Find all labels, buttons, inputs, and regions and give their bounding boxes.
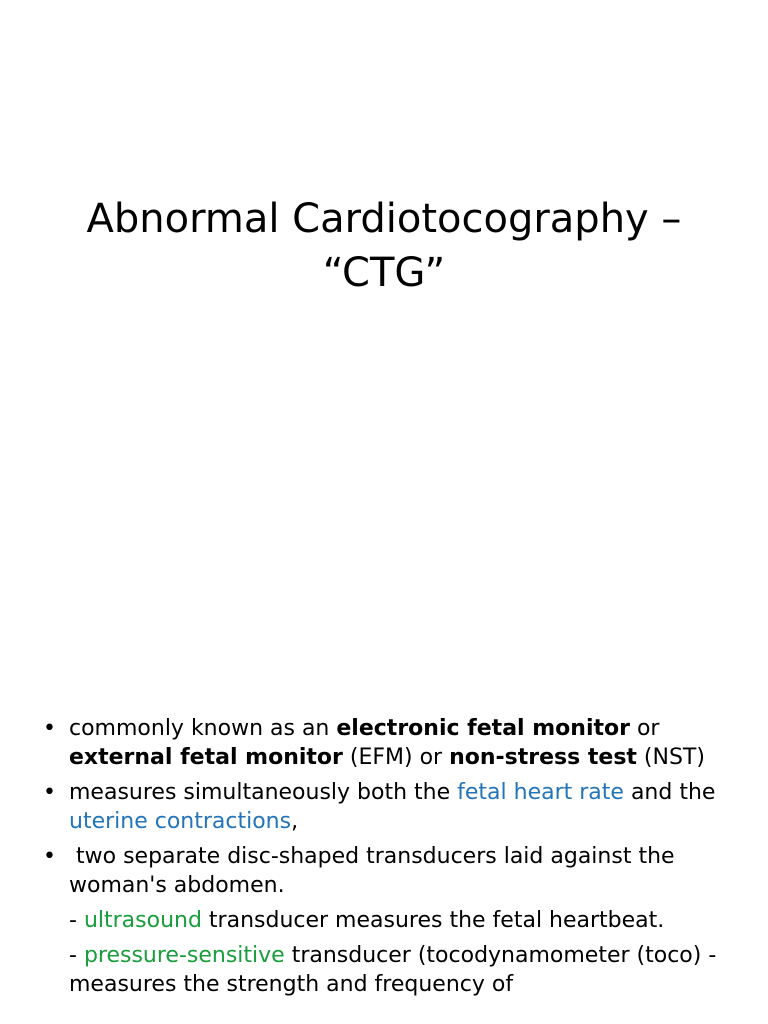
sub-item xyxy=(0,906,768,935)
text-run: - xyxy=(69,908,84,933)
text-run: measures simultaneously both the xyxy=(69,780,458,805)
bullet-dot: • xyxy=(43,716,56,741)
text-run: (NST) xyxy=(636,745,705,770)
bullet-dot: • xyxy=(43,780,56,805)
text-run: commonly known as an xyxy=(69,716,337,741)
term-electronic-fetal-monitor: electronic fetal monitor xyxy=(336,716,630,741)
bullet-item xyxy=(0,778,768,836)
title-line-1: Abnormal Cardiotocography – xyxy=(86,196,682,242)
slide-body xyxy=(0,714,768,1024)
text-run: transducer measures the fetal heartbeat. xyxy=(201,908,665,933)
bullet-item xyxy=(0,842,768,900)
slide-title xyxy=(0,192,768,300)
text-run: two separate disc-shaped transducers laid against the woman's abdomen. xyxy=(69,844,682,898)
sub-item xyxy=(0,941,768,999)
text-run: - xyxy=(69,943,84,968)
bullet-dot: • xyxy=(43,844,56,869)
term-ultrasound: ultrasound xyxy=(83,908,202,933)
text-run: and the xyxy=(623,780,716,805)
text-run: (EFM) or xyxy=(342,745,450,770)
title-line-2: “CTG” xyxy=(322,250,446,296)
link-fetal-heart-rate[interactable]: fetal heart rate xyxy=(457,780,624,805)
term-external-fetal-monitor: external fetal monitor xyxy=(69,745,343,770)
bullet-text xyxy=(69,780,715,834)
text-run: or xyxy=(629,716,660,741)
text-run: , xyxy=(291,809,299,834)
link-uterine-contractions[interactable]: uterine contractions xyxy=(69,809,292,834)
term-non-stress-test: non-stress test xyxy=(449,745,637,770)
bullet-text xyxy=(69,844,682,898)
term-pressure-sensitive: pressure-sensitive xyxy=(83,943,285,968)
bullet-text xyxy=(69,716,705,770)
bullet-item xyxy=(0,714,768,772)
text-run: transducer (tocodynamometer (toco) - measures the strength and frequency of xyxy=(69,943,717,997)
